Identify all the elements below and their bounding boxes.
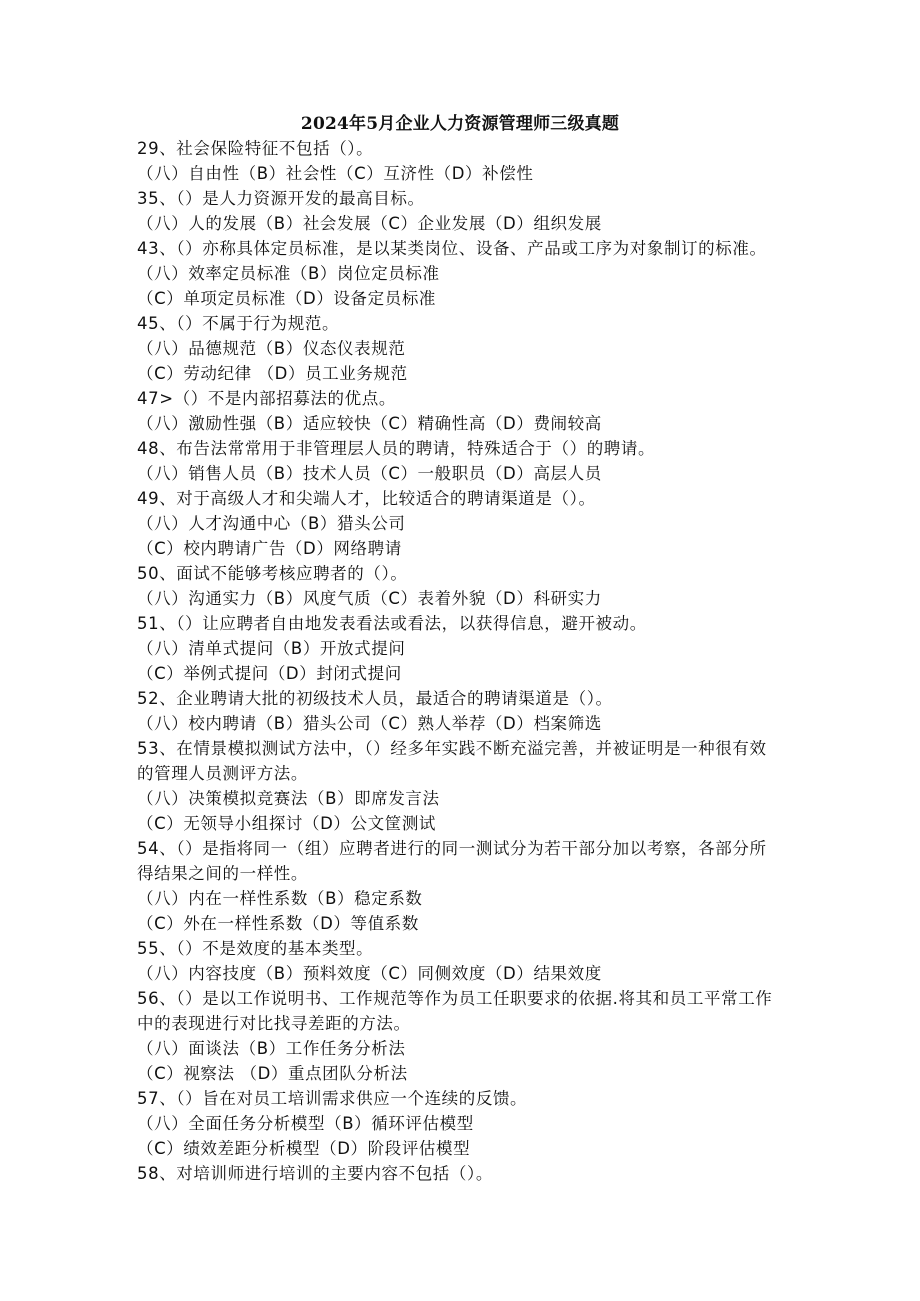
question-52: 52、企业聘请大批的初级技术人员，最适合的聘请渠道是（）。 (137, 689, 613, 708)
question-49-options-ab: （八）人才沟通中心（B）猎头公司 (137, 514, 406, 533)
question-55-options: （八）内容技度（B）预料效度（C）同侧效度（D）结果效度 (137, 964, 602, 983)
question-35-options: （八）人的发展（B）社会发展（C）企业发展（D）组织发展 (137, 214, 602, 233)
question-56-options-ab: （八）面谈法（B）工作任务分析法 (137, 1039, 406, 1058)
question-35: 35、（）是人力资源开发的最高目标。 (137, 189, 425, 208)
question-43-options-ab: （八）效率定员标准（B）岗位定员标准 (137, 264, 440, 283)
question-51-options-cd: （C）举例式提问（D）封闭式提问 (137, 664, 402, 683)
question-58: 58、对培训师进行培训的主要内容不包括（）。 (137, 1164, 493, 1183)
question-53: 53、在情景模拟测试方法中，（）经多年实践不断充溢完善，并被证明是一种很有效的管理人员测评方法。 (137, 739, 767, 783)
question-57-options-ab: （八）全面任务分析模型（B）循环评估模型 (137, 1114, 474, 1133)
question-45-options-cd: （C）劳动纪律 （D）员工业务规范 (137, 364, 408, 383)
question-43: 43、（）亦称具体定员标准，是以某类岗位、设备、产品或工序为对象制订的标准。 (137, 239, 767, 258)
question-45: 45、（）不属于行为规范。 (137, 314, 340, 333)
question-53-options-ab: （八）决策模拟竞赛法（B）即席发言法 (137, 789, 440, 808)
question-53-options-cd: （C）无领导小组探讨（D）公文筐测试 (137, 814, 437, 833)
question-51: 51、（）让应聘者自由地发表看法或看法，以获得信息，避开被动。 (137, 614, 647, 633)
question-48-options: （八）销售人员（B）技术人员（C）一般职员（D）高层人员 (137, 464, 602, 483)
question-54-options-cd: （C）外在一样性系数（D）等值系数 (137, 914, 419, 933)
question-51-options-ab: （八）清单式提问（B）开放式提问 (137, 639, 406, 658)
question-57-options-cd: （C）绩效差距分析模型（D）阶段评估模型 (137, 1139, 471, 1158)
document-title: 2024年5月企业人力资源管理师三级真题 (300, 114, 620, 134)
question-list (137, 136, 777, 1186)
question-54: 54、（）是指将同一（组）应聘者进行的同一测试分为若干部分加以考察，各部分所得结果之间的一样性。 (137, 839, 767, 883)
question-29-options: （八）自由性（B）社会性（C）互济性（D）补偿性 (137, 164, 534, 183)
question-43-options-cd: （C）单项定员标准（D）设备定员标准 (137, 289, 437, 308)
question-47: 47>（）不是内部招募法的优点。 (137, 389, 396, 408)
question-57: 57、（）旨在对员工培训需求供应一个连续的反馈。 (137, 1089, 528, 1108)
question-56: 56、（）是以工作说明书、工作规范等作为员工任职要求的依据.将其和员工平常工作中的表现进行对比找寻差距的方法。 (137, 989, 773, 1033)
question-56-options-cd: （C）视察法 （D）重点团队分析法 (137, 1064, 408, 1083)
question-48: 48、布告法常常用于非管理层人员的聘请，特殊适合于（）的聘请。 (137, 439, 656, 458)
question-50-options: （八）沟通实力（B）风度气质（C）表着外貌（D）科研实力 (137, 589, 602, 608)
question-55: 55、（）不是效度的基本类型。 (137, 939, 374, 958)
question-54-options-ab: （八）内在一样性系数（B）稳定系数 (137, 889, 423, 908)
question-50: 50、面试不能够考核应聘者的（）。 (137, 564, 408, 583)
question-29: 29、社会保险特征不包括（）。 (137, 139, 374, 158)
question-52-options: （八）校内聘请（B）猎头公司（C）熟人举荐（D）档案筛选 (137, 714, 602, 733)
question-49-options-cd: （C）校内聘请广告（D）网络聘请 (137, 539, 402, 558)
question-47-options: （八）激励性强（B）适应较快（C）精确性高（D）费闹较高 (137, 414, 602, 433)
question-49: 49、对于高级人才和尖端人才，比较适合的聘请渠道是（）。 (137, 489, 596, 508)
question-45-options-ab: （八）品德规范（B）仪态仪表规范 (137, 339, 406, 358)
